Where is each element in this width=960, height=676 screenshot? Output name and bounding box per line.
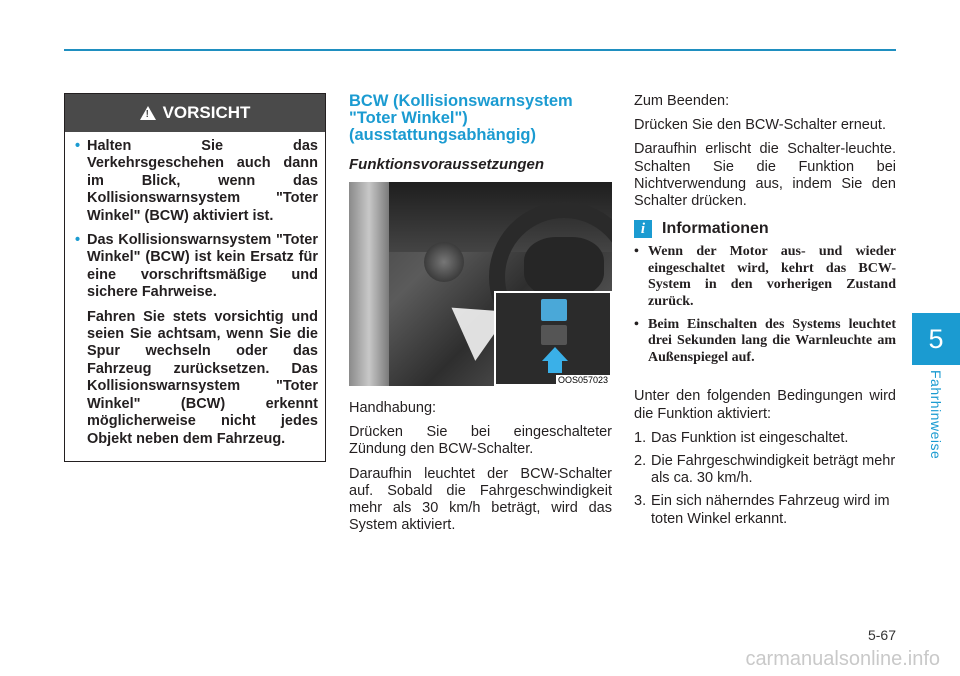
caution-heading: VORSICHT — [162, 103, 251, 122]
caution-paragraph: Fahren Sie stets vorsichtig und seien Sie achtsam, wenn Sie die Spur wechseln oder das Fahrzeug zurücksetzen. Das Kollisionswarnsystem "Toter Winkel" (BCW) erkennt möglicherweise nicht jedes Objekt neben dem Fahrzeug. — [87, 308, 318, 447]
info-item-text: Wenn der Motor aus- und wieder eingeschaltet wird, kehrt das BCW-System in den vorherigen Zustand zurück. — [648, 244, 896, 309]
info-item-text: Beim Einschalten des Systems leuchtet drei Sekunden lang die Warnleuchte am Außenspiegel auf. — [648, 316, 896, 365]
bullet-icon: • — [75, 232, 81, 249]
paragraph: Daraufhin leuchtet der BCW-Schalter auf. Sobald die Fahrgeschwindigkeit mehr als 30 km/h beträgt, wird das System aktiviert. — [349, 465, 612, 534]
paragraph: Drücken Sie bei eingeschalteter Zündung den BCW-Schalter. — [349, 424, 612, 458]
section-title: BCW (Kollisionswarnsystem "Toter Winkel") (ausstattungsabhängig) — [349, 92, 573, 144]
subsection-title: Funktionsvoraussetzungen — [349, 156, 545, 173]
switch-closeup — [494, 291, 612, 386]
list-number: 3. — [634, 493, 647, 510]
caution-item-text: Das Kollisionswarnsystem "Toter Winkel" (BCW) ist kein Ersatz für eine vorschriftsmäßige und sichere Fahrweise. — [87, 232, 318, 301]
paragraph: Zum Beenden: — [634, 93, 730, 109]
header-rule — [64, 49, 896, 51]
air-vent — [424, 242, 464, 282]
arrow-stem — [548, 361, 562, 373]
caution-item-text: Halten Sie das Verkehrsgeschehen auch dann im Blick, wenn das Kollisionswarnsystem "Toter Winkel" (BCW) aktiviert ist. — [87, 138, 318, 224]
chapter-number: 5 — [928, 323, 944, 354]
info-title: Informationen — [662, 220, 769, 238]
warning-icon: ! — [140, 106, 156, 120]
caution-item — [75, 138, 318, 225]
list-item — [634, 430, 896, 447]
bullet-icon: • — [634, 316, 639, 332]
figure-code: OOS057023 — [557, 375, 608, 385]
switch-icon — [541, 325, 567, 345]
bcw-switch-icon — [541, 299, 567, 321]
middle-column — [349, 93, 612, 541]
bullet-icon: • — [634, 244, 639, 260]
list-text: Das Funktion ist eingeschaltet. — [651, 429, 849, 446]
right-column — [634, 93, 896, 534]
bullet-icon: • — [75, 138, 81, 154]
paragraph: Drücken Sie den BCW-Schalter erneut. — [634, 117, 886, 134]
list-number: 1. — [634, 429, 647, 446]
arrow-up-icon — [542, 347, 568, 361]
door-panel — [349, 182, 389, 386]
caution-body — [65, 132, 325, 448]
info-item — [634, 317, 896, 367]
steering-hub — [524, 237, 604, 297]
caution-box — [64, 93, 326, 462]
list-text: Die Fahrgeschwindigkeit beträgt mehr als ca. 30 km/h. — [651, 452, 896, 487]
chapter-tab[interactable] — [912, 313, 960, 365]
list-item — [634, 453, 896, 487]
info-icon: i — [634, 220, 652, 238]
paragraph: Unter den folgenden Bedingungen wird die Funktion aktiviert: — [634, 388, 896, 422]
info-item — [634, 244, 896, 310]
page-number: 5-67 — [867, 627, 896, 643]
paragraph: Daraufhin erlischt die Schalter-leuchte. Schalten Sie die Funktion bei Nichtverwendung aus, indem Sie den Schalter drücken. — [634, 141, 896, 210]
list-item — [634, 493, 896, 527]
list-number: 2. — [634, 452, 647, 469]
paragraph: Handhabung: — [349, 400, 437, 416]
chapter-label: Fahrhinweise — [928, 370, 944, 460]
info-header — [634, 220, 896, 238]
caution-header — [65, 94, 325, 132]
watermark: carmanualsonline.info — [745, 648, 940, 670]
list-text: Ein sich näherndes Fahrzeug wird im toten Winkel erkannt. — [651, 493, 890, 527]
dashboard-figure — [349, 182, 612, 386]
caution-item — [75, 232, 318, 302]
